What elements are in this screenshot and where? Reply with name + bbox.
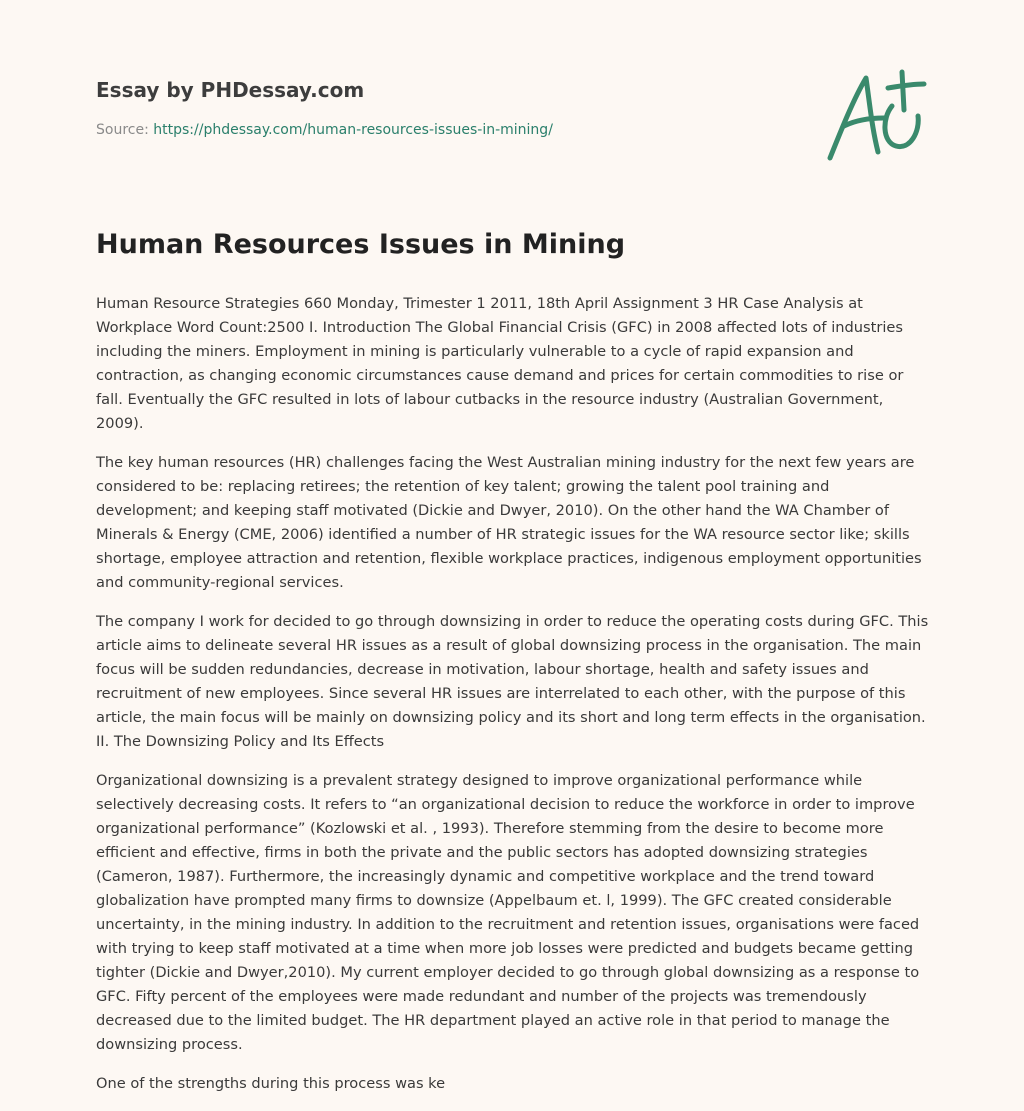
- paragraph: The key human resources (HR) challenges facing the West Australian mining industry for the next few years are considered to be: replacing retirees; the retention of key talent; growing the talent pool training and development; and keeping staff motivated (Dickie and Dwyer, 2010). On the other hand the WA Chamber of Minerals & Energy (CME, 2006) identified a number of HR strategic issues for the WA resource sector like; skills shortage, employee attraction and retention, flexible workplace practices, indigenous employment opportunities and community-regional services.: [96, 454, 922, 591]
- paragraph: Organizational downsizing is a prevalent strategy designed to improve organizational performance while selectively decreasing costs. It refers to “an organizational decision to reduce the workforce in order to improve organizational performance” (Kozlowski et al. , 1993). Therefore stemming from the desire to become more efficient and effective, firms in both the private and the public sectors has adopted downsizing strategies (Cameron, 1987). Furthermore, the increasingly dynamic and competitive workplace and the trend toward globalization have prompted many firms to downsize (Appelbaum et. l, 1999). The GFC created considerable uncertainty, in the mining industry. In addition to the recruitment and retention issues, organisations were faced with trying to keep staff motivated at a time when more job losses were predicted and budgets became getting tighter (Dickie and Dwyer,2010). My current employer decided to go through global downsizing as a response to GFC. Fifty percent of the employees were made redundant and number of the projects was tremendously decreased due to the limited budget. The HR department played an active role in that period to manage the downsizing process.: [96, 772, 920, 1053]
- a-plus-logo-icon: [820, 66, 930, 166]
- essay-article: [96, 226, 932, 1111]
- essay-header: [96, 74, 796, 140]
- paragraph: Human Resource Strategies 660 Monday, Trimester 1 2011, 18th April Assignment 3 HR Case Analysis at Workplace Word Count:2500 I. Introduction The Global Financial Crisis (GFC) in 2008 affected lots of industries including the miners. Employment in mining is particularly vulnerable to a cycle of rapid expansion and contraction, as changing economic circumstances cause demand and prices for certain commodities to rise or fall. Eventually the GFC resulted in lots of labour cutbacks in the resource industry (Australian Government, 2009).: [96, 295, 904, 432]
- essay-title: Human Resources Issues in Mining: [96, 229, 626, 260]
- paragraph: One of the strengths during this process was ke: [96, 1075, 446, 1092]
- brand-title: Essay by PHDessay.com: [96, 78, 365, 102]
- source-label: Source:: [96, 122, 149, 138]
- paragraph: The company I work for decided to go through downsizing in order to reduce the operating costs during GFC. This article aims to delineate several HR issues as a result of global downsizing process in the organisation. The main focus will be sudden redundancies, decrease in motivation, labour shortage, health and safety issues and recruitment of new employees. Since several HR issues are interrelated to each other, with the purpose of this article, the main focus will be mainly on downsizing policy and its short and long term effects in the organisation. II. The Downsizing Policy and Its Effects: [96, 613, 929, 750]
- source-line: [96, 120, 796, 140]
- source-link[interactable]: https://phdessay.com/human-resources-issues-in-mining/: [153, 122, 553, 138]
